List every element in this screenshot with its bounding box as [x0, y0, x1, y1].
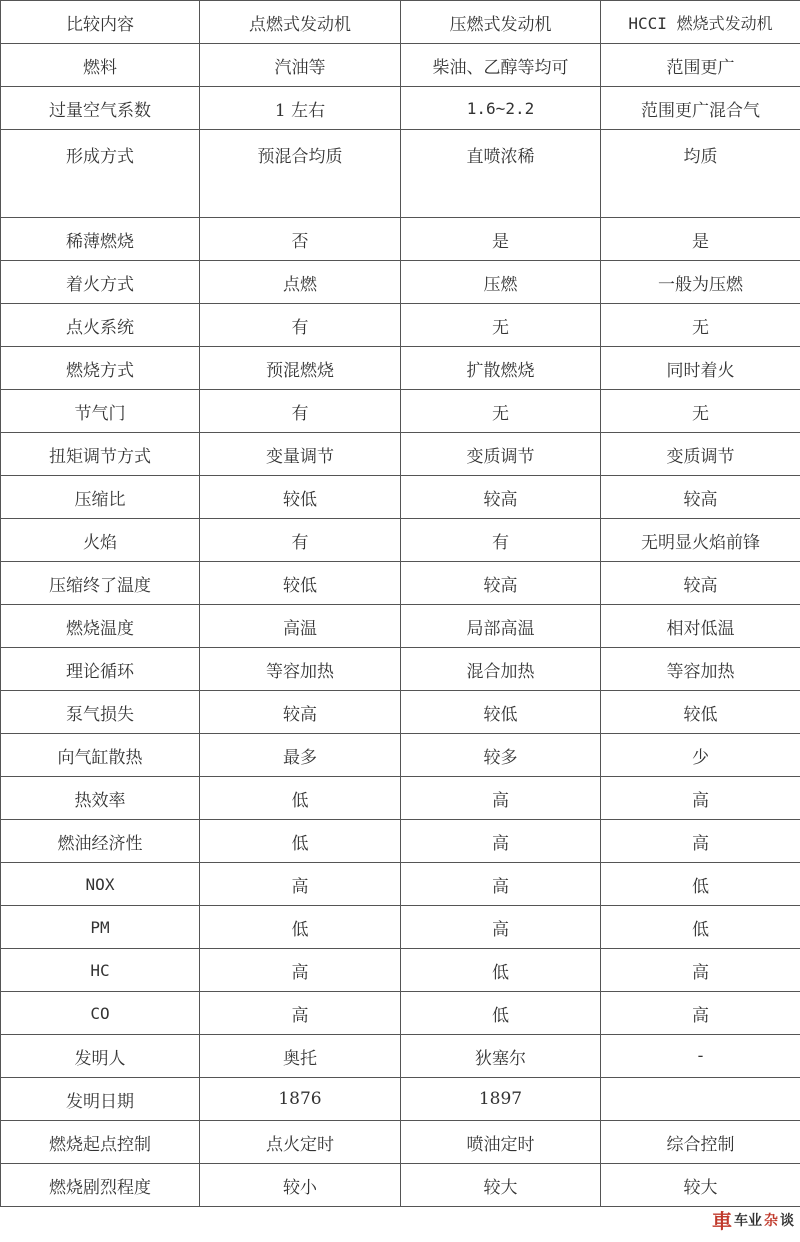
header-cell: 压燃式发动机: [401, 1, 601, 44]
table-cell: [601, 1078, 800, 1121]
row-label: 过量空气系数: [1, 87, 200, 130]
table-cell: 1 左右: [200, 87, 401, 130]
row-label: 压缩比: [1, 476, 200, 519]
table-cell: 高: [601, 992, 800, 1035]
table-cell: 高: [401, 777, 601, 820]
table-cell: 否: [200, 218, 401, 261]
table-cell: 均质: [601, 130, 800, 218]
row-label: 着火方式: [1, 261, 200, 304]
table-cell: 较大: [601, 1164, 800, 1207]
table-cell: 最多: [200, 734, 401, 777]
table-row: [1, 562, 800, 605]
header-cell: 点燃式发动机: [200, 1, 401, 44]
table-row: [1, 218, 800, 261]
table-cell: 等容加热: [601, 648, 800, 691]
table-cell: 较高: [200, 691, 401, 734]
table-cell: 无明显火焰前锋: [601, 519, 800, 562]
row-label: 向气缸散热: [1, 734, 200, 777]
table-cell: 高: [401, 863, 601, 906]
table-cell: 压燃: [401, 261, 601, 304]
row-label: CO: [1, 992, 200, 1035]
table-cell: 有: [200, 304, 401, 347]
table-cell: 点火定时: [200, 1121, 401, 1164]
table-row: [1, 87, 800, 130]
row-label: 燃烧起点控制: [1, 1121, 200, 1164]
table-row: [1, 648, 800, 691]
car-logo-icon: 車: [712, 1209, 732, 1233]
table-row: [1, 1121, 800, 1164]
row-label: PM: [1, 906, 200, 949]
table-cell: -: [601, 1035, 800, 1078]
watermark: [712, 1205, 794, 1234]
table-row: [1, 1078, 800, 1121]
table-cell: 奥托: [200, 1035, 401, 1078]
table-row: [1, 44, 800, 87]
table-cell: 高: [401, 820, 601, 863]
table-cell: 较低: [601, 691, 800, 734]
table-cell: 变质调节: [601, 433, 800, 476]
row-label: NOX: [1, 863, 200, 906]
table-row: [1, 949, 800, 992]
table-cell: 无: [601, 304, 800, 347]
table-row: [1, 347, 800, 390]
table-cell: 变量调节: [200, 433, 401, 476]
table-cell: 直喷浓稀: [401, 130, 601, 218]
table-cell: 狄塞尔: [401, 1035, 601, 1078]
table-cell: 高: [200, 863, 401, 906]
table-cell: 无: [601, 390, 800, 433]
table-row: [1, 1035, 800, 1078]
table-cell: 综合控制: [601, 1121, 800, 1164]
table-cell: 喷油定时: [401, 1121, 601, 1164]
table-row: [1, 390, 800, 433]
table-cell: 1.6~2.2: [401, 87, 601, 130]
table-cell: 低: [200, 777, 401, 820]
row-label: 燃烧温度: [1, 605, 200, 648]
row-label: 热效率: [1, 777, 200, 820]
table-cell: 点燃: [200, 261, 401, 304]
table-cell: 低: [601, 906, 800, 949]
table-cell: 1897: [401, 1078, 601, 1121]
watermark-text: 车业: [734, 1212, 762, 1229]
table-row: [1, 476, 800, 519]
table-cell: 高: [200, 992, 401, 1035]
row-label: HC: [1, 949, 200, 992]
table-cell: 低: [200, 820, 401, 863]
table-cell: 一般为压燃: [601, 261, 800, 304]
table-row: [1, 992, 800, 1035]
table-cell: 较高: [601, 562, 800, 605]
table-cell: 是: [601, 218, 800, 261]
row-label: 火焰: [1, 519, 200, 562]
row-label: 发明日期: [1, 1078, 200, 1121]
row-label: 压缩终了温度: [1, 562, 200, 605]
table-cell: 有: [200, 390, 401, 433]
table-cell: 范围更广: [601, 44, 800, 87]
row-label: 燃料: [1, 44, 200, 87]
table-cell: 低: [601, 863, 800, 906]
table-cell: 低: [401, 992, 601, 1035]
table-cell: 同时着火: [601, 347, 800, 390]
table-row: [1, 863, 800, 906]
table-cell: 无: [401, 304, 601, 347]
table-cell: 低: [200, 906, 401, 949]
table-cell: 较小: [200, 1164, 401, 1207]
row-label: 发明人: [1, 1035, 200, 1078]
row-label: 节气门: [1, 390, 200, 433]
table-cell: 较高: [401, 476, 601, 519]
table-cell: 变质调节: [401, 433, 601, 476]
table-cell: 1876: [200, 1078, 401, 1121]
table-cell: 柴油、乙醇等均可: [401, 44, 601, 87]
table-cell: 预混燃烧: [200, 347, 401, 390]
table-row: [1, 734, 800, 777]
row-label: 扭矩调节方式: [1, 433, 200, 476]
table-row: [1, 691, 800, 734]
table-cell: 较高: [601, 476, 800, 519]
table-cell: 较低: [401, 691, 601, 734]
table-cell: 高: [601, 949, 800, 992]
table-cell: 较多: [401, 734, 601, 777]
table-cell: 是: [401, 218, 601, 261]
table-cell: 扩散燃烧: [401, 347, 601, 390]
table-cell: 高温: [200, 605, 401, 648]
row-label: 点火系统: [1, 304, 200, 347]
row-label: 燃烧剧烈程度: [1, 1164, 200, 1207]
table-cell: 范围更广混合气: [601, 87, 800, 130]
table-cell: 局部高温: [401, 605, 601, 648]
table-cell: 较大: [401, 1164, 601, 1207]
table-cell: 无: [401, 390, 601, 433]
table-cell: 高: [601, 820, 800, 863]
watermark-text: 谈: [780, 1212, 794, 1229]
header-row: [1, 1, 800, 44]
row-label: 泵气损失: [1, 691, 200, 734]
table-cell: 少: [601, 734, 800, 777]
table-cell: 低: [401, 949, 601, 992]
table-row: [1, 519, 800, 562]
table-row: [1, 130, 800, 218]
table-cell: 预混合均质: [200, 130, 401, 218]
row-label: 形成方式: [1, 130, 200, 218]
row-label: 燃油经济性: [1, 820, 200, 863]
header-cell: HCCI 燃烧式发动机: [601, 1, 800, 44]
table-row: [1, 1164, 800, 1207]
table-cell: 汽油等: [200, 44, 401, 87]
table-cell: 较高: [401, 562, 601, 605]
table-row: [1, 820, 800, 863]
table-cell: 较低: [200, 562, 401, 605]
table-cell: 较低: [200, 476, 401, 519]
table-cell: 等容加热: [200, 648, 401, 691]
table-row: [1, 261, 800, 304]
table-cell: 相对低温: [601, 605, 800, 648]
table-row: [1, 304, 800, 347]
table-cell: 有: [401, 519, 601, 562]
row-label: 稀薄燃烧: [1, 218, 200, 261]
watermark-text: 杂: [764, 1212, 778, 1229]
table-cell: 高: [200, 949, 401, 992]
table-row: [1, 605, 800, 648]
table-row: [1, 777, 800, 820]
table-cell: 高: [601, 777, 800, 820]
table-row: [1, 433, 800, 476]
row-label: 理论循环: [1, 648, 200, 691]
table-cell: 有: [200, 519, 401, 562]
table-cell: 高: [401, 906, 601, 949]
header-cell: 比较内容: [1, 1, 200, 44]
table-row: [1, 906, 800, 949]
table-cell: 混合加热: [401, 648, 601, 691]
row-label: 燃烧方式: [1, 347, 200, 390]
